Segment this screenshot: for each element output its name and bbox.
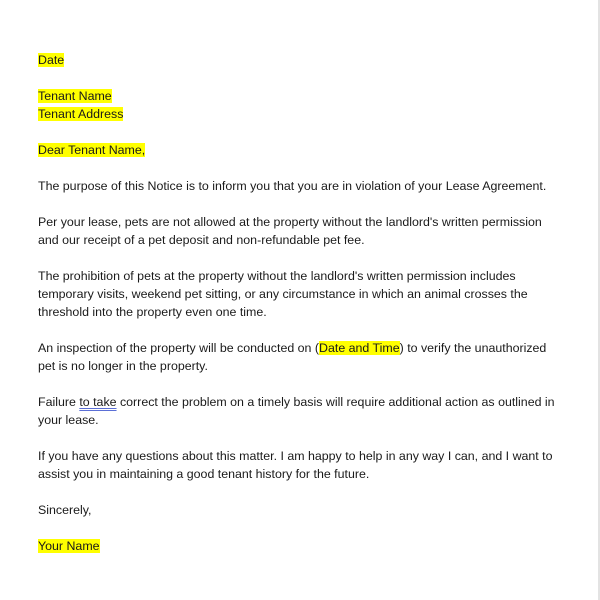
paragraph-line: temporary visits, weekend pet sitting, or any circumstance in which an animal crosses the xyxy=(38,287,528,301)
letter-body[interactable] xyxy=(38,51,590,573)
inspection-text-before: An inspection of the property will be conducted on ( xyxy=(38,341,320,355)
paragraph-questions xyxy=(38,447,590,483)
paragraph-inspection xyxy=(38,339,590,375)
date-time-placeholder[interactable]: Date and Time xyxy=(319,341,400,355)
date-placeholder[interactable]: Date xyxy=(38,53,65,67)
failure-text-before: Failure xyxy=(38,395,80,409)
paragraph-failure xyxy=(38,393,590,429)
paragraph-line: The prohibition of pets at the property without the landlord's written permission includes xyxy=(38,269,516,283)
failure-text-after: correct the problem on a timely basis will require additional action as outlined in xyxy=(116,395,555,409)
inspection-text-after: ) to verify the unauthorized xyxy=(399,341,547,355)
paragraph-line xyxy=(38,393,590,411)
signature-block xyxy=(38,537,590,555)
salutation xyxy=(38,141,590,159)
paragraph-line: and our receipt of a pet deposit and non-refundable pet fee. xyxy=(38,233,365,247)
salutation-placeholder[interactable]: Dear Tenant Name, xyxy=(38,143,146,157)
grammar-flagged-text[interactable]: to take xyxy=(79,395,117,409)
paragraph-line: If you have any questions about this matter. I am happy to help in any way I can, and I want to xyxy=(38,449,553,463)
paragraph-line: Per your lease, pets are not allowed at the property without the landlord's written permission xyxy=(38,215,542,229)
date-block xyxy=(38,51,590,69)
paragraph-pet-policy xyxy=(38,213,590,249)
paragraph-line: The purpose of this Notice is to inform you that you are in violation of your Lease Agreement. xyxy=(38,179,547,193)
closing-text: Sincerely, xyxy=(38,503,92,517)
paragraph-line: your lease. xyxy=(38,413,99,427)
paragraph-purpose xyxy=(38,177,590,195)
signature-placeholder[interactable]: Your Name xyxy=(38,539,100,553)
paragraph-line: assist you in maintaining a good tenant history for the future. xyxy=(38,467,370,481)
closing xyxy=(38,501,590,519)
tenant-address-placeholder[interactable]: Tenant Address xyxy=(38,107,124,121)
tenant-name-placeholder[interactable]: Tenant Name xyxy=(38,89,112,103)
paragraph-line: threshold into the property even one time. xyxy=(38,305,267,319)
paragraph-line: pet is no longer in the property. xyxy=(38,359,208,373)
paragraph-prohibition xyxy=(38,267,590,321)
paragraph-line xyxy=(38,339,590,357)
tenant-address-block xyxy=(38,87,590,123)
